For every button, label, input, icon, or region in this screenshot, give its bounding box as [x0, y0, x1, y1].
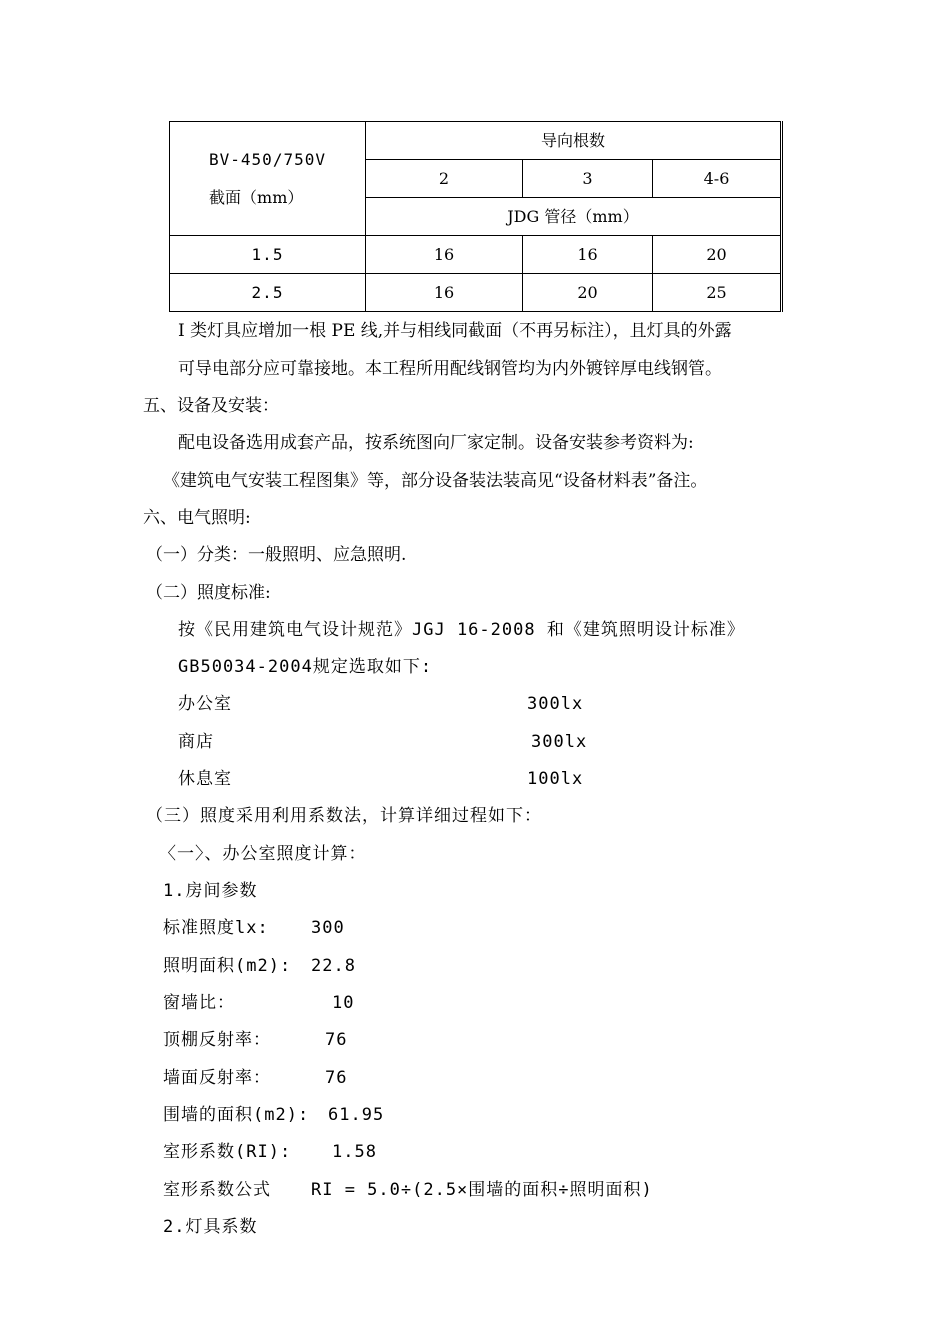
- paragraph-line: 《建筑电气安装工程图集》等，部分设备装法装高见“设备材料表”备注。: [163, 471, 708, 491]
- room-value: 300lx: [531, 732, 588, 752]
- room-label: 商店: [178, 732, 214, 752]
- table-cell: 25: [653, 274, 781, 312]
- count-header-2: 2: [366, 160, 523, 198]
- paragraph-line: I 类灯具应增加一根 PE 线,并与相线同截面（不再另标注），且灯具的外露: [178, 321, 732, 341]
- table-cell: 20: [653, 236, 781, 274]
- paragraph-line: 可导电部分应可靠接地。本工程所用配线钢管均为内外镀锌厚电线钢管。: [178, 359, 722, 379]
- subsection-heading: （一）分类：一般照明、应急照明.: [146, 545, 407, 565]
- param-label: 标准照度lx:: [163, 918, 269, 938]
- param-value: 76: [325, 1030, 348, 1050]
- table-corner-header: [170, 122, 366, 236]
- count-header-4-6: 4-6: [653, 160, 781, 198]
- calc-heading: （三）照度采用利用系数法，计算详细过程如下：: [146, 806, 542, 826]
- section-heading: 五、设备及安装：: [143, 396, 279, 416]
- room-label: 休息室: [178, 769, 232, 789]
- table-cell: 16: [523, 236, 653, 274]
- office-heading: 〈一〉、办公室照度计算：: [159, 844, 367, 864]
- param-label: 围墙的面积(m2):: [163, 1105, 310, 1125]
- param-value: 300: [311, 918, 345, 938]
- table-cell: 16: [366, 236, 523, 274]
- conduit-diameter-header: JDG 管径（mm）: [366, 198, 781, 236]
- table-cell: 2.5: [170, 274, 366, 312]
- room-label: 办公室: [178, 694, 232, 714]
- paragraph-line: 配电设备选用成套产品，按系统图向厂家定制。设备安装参考资料为:: [178, 433, 694, 453]
- formula-value: RI = 5.0÷(2.5×围墙的面积÷照明面积): [311, 1180, 653, 1200]
- param-label: 照明面积(m2):: [163, 956, 292, 976]
- room-params-heading: 1.房间参数: [163, 881, 258, 901]
- param-label: 窗墙比：: [163, 993, 235, 1013]
- param-label: 室形系数(RI):: [163, 1142, 292, 1162]
- table-cell: 16: [366, 274, 523, 312]
- param-label: 顶棚反射率：: [163, 1030, 271, 1050]
- param-value: 1.58: [332, 1142, 377, 1162]
- paragraph-line: GB50034-2004规定选取如下:: [178, 657, 433, 677]
- conduit-size-table: [169, 121, 781, 312]
- room-value: 100lx: [527, 769, 584, 789]
- section-heading: 六、电气照明:: [143, 508, 251, 528]
- room-value: 300lx: [527, 694, 584, 714]
- fixture-heading: 2.灯具系数: [163, 1217, 258, 1237]
- cable-type-label: BV-450/750V: [209, 149, 326, 169]
- param-value: 10: [332, 993, 355, 1013]
- table-cell: 1.5: [170, 236, 366, 274]
- section-label: 截面（mm）: [209, 187, 304, 207]
- table-row: [170, 274, 781, 312]
- count-header-3: 3: [523, 160, 653, 198]
- param-label: 室形系数公式: [163, 1180, 271, 1200]
- table-row: [170, 236, 781, 274]
- paragraph-line: 按《民用建筑电气设计规范》JGJ 16-2008 和《建筑照明设计标准》: [178, 620, 745, 640]
- table-cell: 20: [523, 274, 653, 312]
- param-value: 61.95: [328, 1105, 385, 1125]
- subsection-heading: （二）照度标准:: [146, 583, 271, 603]
- param-label: 墙面反射率：: [163, 1068, 271, 1088]
- param-value: 76: [325, 1068, 348, 1088]
- group-header: 导向根数: [366, 122, 781, 160]
- table-outer-border: [782, 121, 783, 312]
- param-value: 22.8: [311, 956, 356, 976]
